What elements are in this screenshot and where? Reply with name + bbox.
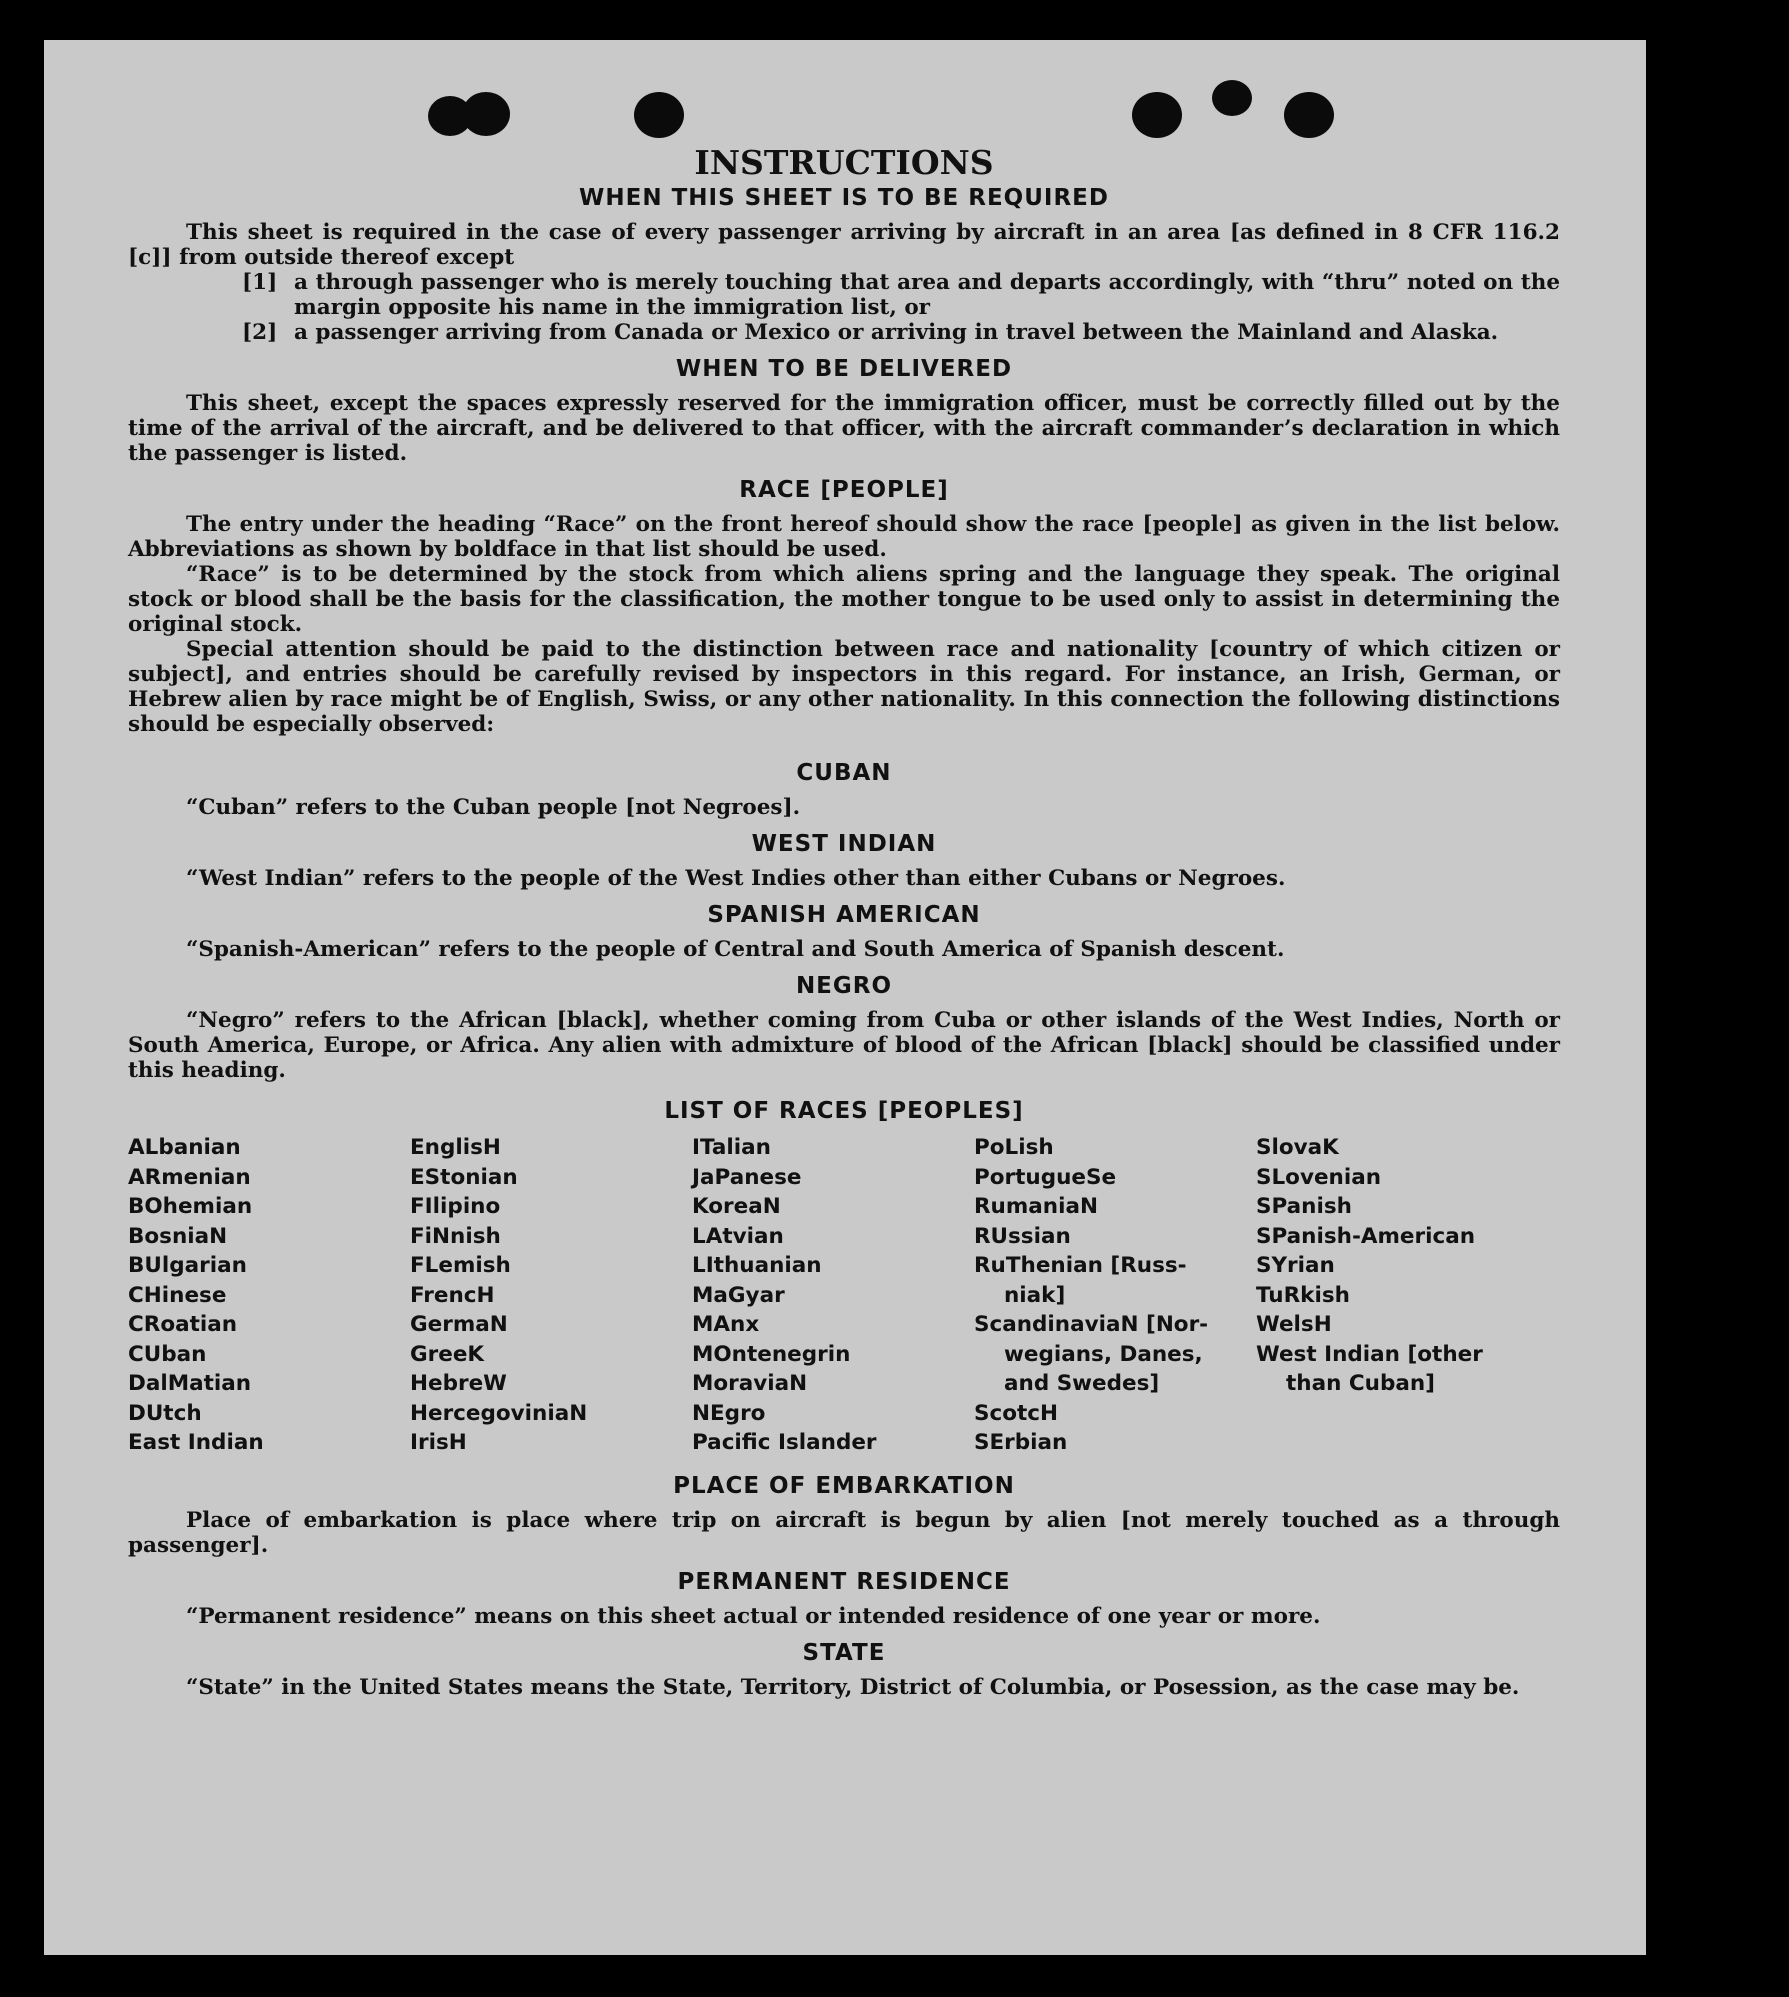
punch-hole: [462, 92, 510, 136]
punch-hole: [1132, 92, 1182, 138]
race-entry: niak]: [1004, 1282, 1066, 1308]
race-entry: ScotcH: [974, 1400, 1059, 1426]
race-entry: CUban: [128, 1341, 207, 1367]
race-entry: wegians, Danes,: [1004, 1341, 1203, 1367]
page-title: INSTRUCTIONS: [694, 143, 994, 182]
race-entry: ScandinaviaN [Nor-: [974, 1312, 1209, 1337]
race-entry: MOntenegrin: [692, 1341, 851, 1367]
race-entry: CRoatian: [128, 1312, 238, 1337]
section-heading-cuban: CUBAN: [796, 760, 892, 786]
race-entry: GreeK: [410, 1341, 485, 1367]
race-entry: Pacific Islander: [692, 1430, 877, 1455]
race-entry: East Indian: [128, 1430, 264, 1455]
race-column: [1256, 1133, 1538, 1458]
punch-hole: [634, 92, 684, 138]
section-heading-when-required: WHEN THIS SHEET IS TO BE REQUIRED: [579, 185, 1109, 211]
exception-text: a passenger arriving from Canada or Mexico or arriving in travel between the Mainland and Alaska.: [294, 320, 1499, 345]
race-entry: SPanish-American: [1256, 1223, 1476, 1249]
race-paragraph: “Race” is to be determined by the stock from which aliens spring and the language they speak. The original stock or blood shall be the basis for the classification, the mother tongue to be used only to assist in determining the original stock.: [128, 562, 1560, 637]
race-entry: SErbian: [974, 1430, 1068, 1455]
race-entry: MaGyar: [692, 1282, 785, 1308]
race-entry: TuRkish: [1256, 1282, 1350, 1308]
race-entry: RuThenian [Russ-: [974, 1253, 1187, 1278]
race-entry: than Cuban]: [1286, 1371, 1435, 1396]
race-entry: SLovenian: [1256, 1164, 1382, 1190]
race-column: [974, 1133, 1256, 1458]
race-entry: CHinese: [128, 1282, 227, 1308]
west-indian-text: “West Indian” refers to the people of the West Indies other than either Cubans or Negroes.: [186, 866, 1286, 891]
race-entry: SYrian: [1256, 1253, 1335, 1278]
race-entry: MAnx: [692, 1312, 760, 1337]
spanish-american-text: “Spanish-American” refers to the people of Central and South America of Spanish descent.: [186, 937, 1285, 962]
race-entry: NEgro: [692, 1400, 766, 1426]
race-entry: FrencH: [410, 1282, 495, 1308]
section-heading-when-delivered: WHEN TO BE DELIVERED: [675, 356, 1013, 382]
permanent-residence-text: “Permanent residence” means on this sheet actual or intended residence of one year or more.: [186, 1603, 1321, 1629]
race-entry: JaPanese: [692, 1164, 802, 1190]
race-entry: PoLish: [974, 1135, 1054, 1160]
section-heading-spanish-american: SPANISH AMERICAN: [707, 902, 981, 928]
race-entry: RumaniaN: [974, 1194, 1098, 1219]
race-entry: RUssian: [974, 1223, 1071, 1249]
race-paragraph: Special attention should be paid to the distinction between race and nationality [country of which citizen or subject], and entries should be carefully revised by inspectors in this regard. For instance, an Irish, German, or Hebrew alien by race might be of English, Swiss, or any other nationality. In this connection the following distinctions should be especially observed:: [128, 637, 1560, 737]
exception-item: [242, 320, 1560, 345]
section-heading-west-indian: WEST INDIAN: [751, 831, 937, 857]
race-entry: LIthuanian: [692, 1253, 822, 1278]
race-column: [128, 1133, 410, 1458]
race-entry: EnglisH: [410, 1135, 501, 1160]
race-list: [128, 1133, 1560, 1458]
race-entry: ALbanian: [128, 1135, 241, 1160]
race-entry: SPanish: [1256, 1194, 1352, 1219]
race-entry: DalMatian: [128, 1371, 252, 1396]
section-heading-state: STATE: [802, 1639, 886, 1666]
race-entry: ITalian: [692, 1135, 771, 1160]
race-entry: BUlgarian: [128, 1253, 247, 1278]
race-entry: SlovaK: [1256, 1135, 1339, 1160]
section-heading-list-of-races: LIST OF RACES [PEOPLES]: [664, 1098, 1024, 1124]
race-entry: HercegoviniaN: [410, 1400, 588, 1426]
embarkation-text: Place of embarkation is place where trip on aircraft is begun by alien [not merely touched as a through passenger].: [128, 1507, 1560, 1558]
instructions-body: [128, 144, 1560, 1700]
race-entry: FiNnish: [410, 1223, 501, 1249]
race-entry: West Indian [other: [1256, 1341, 1483, 1367]
race-entry: and Swedes]: [1004, 1371, 1160, 1396]
when-delivered-text: This sheet, except the spaces expressly reserved for the immigration officer, must be correctly filled out by the time of the arrival of the aircraft, and be delivered to that officer, with the aircraft commander’s declaration in which the passenger is listed.: [128, 391, 1560, 466]
punch-hole: [1212, 80, 1252, 116]
race-entry: KoreaN: [692, 1194, 781, 1219]
exception-text: a through passenger who is merely touching that area and departs accordingly, with “thru” noted on the margin opposite his name in the immigration list, or: [294, 270, 1560, 320]
when-required-intro: This sheet is required in the case of every passenger arriving by aircraft in an area [as defined in 8 CFR 116.2 [c]] from outside thereof except: [128, 220, 1560, 270]
race-entry: DUtch: [128, 1400, 202, 1426]
race-entry: GermaN: [410, 1312, 508, 1337]
exception-item: [242, 270, 1560, 320]
race-entry: IrisH: [410, 1430, 467, 1455]
section-heading-permanent-residence: PERMANENT RESIDENCE: [677, 1568, 1011, 1595]
race-entry: LAtvian: [692, 1223, 784, 1249]
punch-hole: [1284, 92, 1334, 138]
race-entry: PortugueSe: [974, 1164, 1117, 1190]
race-entry: EStonian: [410, 1164, 518, 1190]
section-heading-embarkation: PLACE OF EMBARKATION: [673, 1472, 1015, 1499]
race-paragraph: The entry under the heading “Race” on the front hereof should show the race [people] as given in the list below. Abbreviations as shown by boldface in that list should be used.: [128, 512, 1560, 562]
section-heading-race: RACE [PEOPLE]: [739, 477, 949, 503]
race-entry: BosniaN: [128, 1223, 228, 1249]
document-page: [44, 40, 1646, 1955]
race-entry: HebreW: [410, 1371, 507, 1396]
race-entry: MoraviaN: [692, 1371, 808, 1396]
negro-text: “Negro” refers to the African [black], whether coming from Cuba or other islands of the West Indies, North or South America, Europe, or Africa. Any alien with admixture of blood of the African [black] should be classified under this heading.: [128, 1008, 1560, 1083]
race-entry: FIlipino: [410, 1194, 501, 1219]
race-column: [692, 1133, 974, 1458]
race-entry: BOhemian: [128, 1194, 253, 1219]
race-entry: WelsH: [1256, 1312, 1332, 1337]
exception-number: [1]: [242, 270, 278, 295]
race-entry: ARmenian: [128, 1164, 251, 1190]
race-column: [410, 1133, 692, 1458]
exception-number: [2]: [242, 320, 278, 345]
section-heading-negro: NEGRO: [795, 973, 893, 999]
state-text: “State” in the United States means the State, Territory, District of Columbia, or Posession, as the case may be.: [186, 1674, 1520, 1700]
cuban-text: “Cuban” refers to the Cuban people [not Negroes].: [186, 795, 801, 820]
race-entry: FLemish: [410, 1253, 511, 1278]
